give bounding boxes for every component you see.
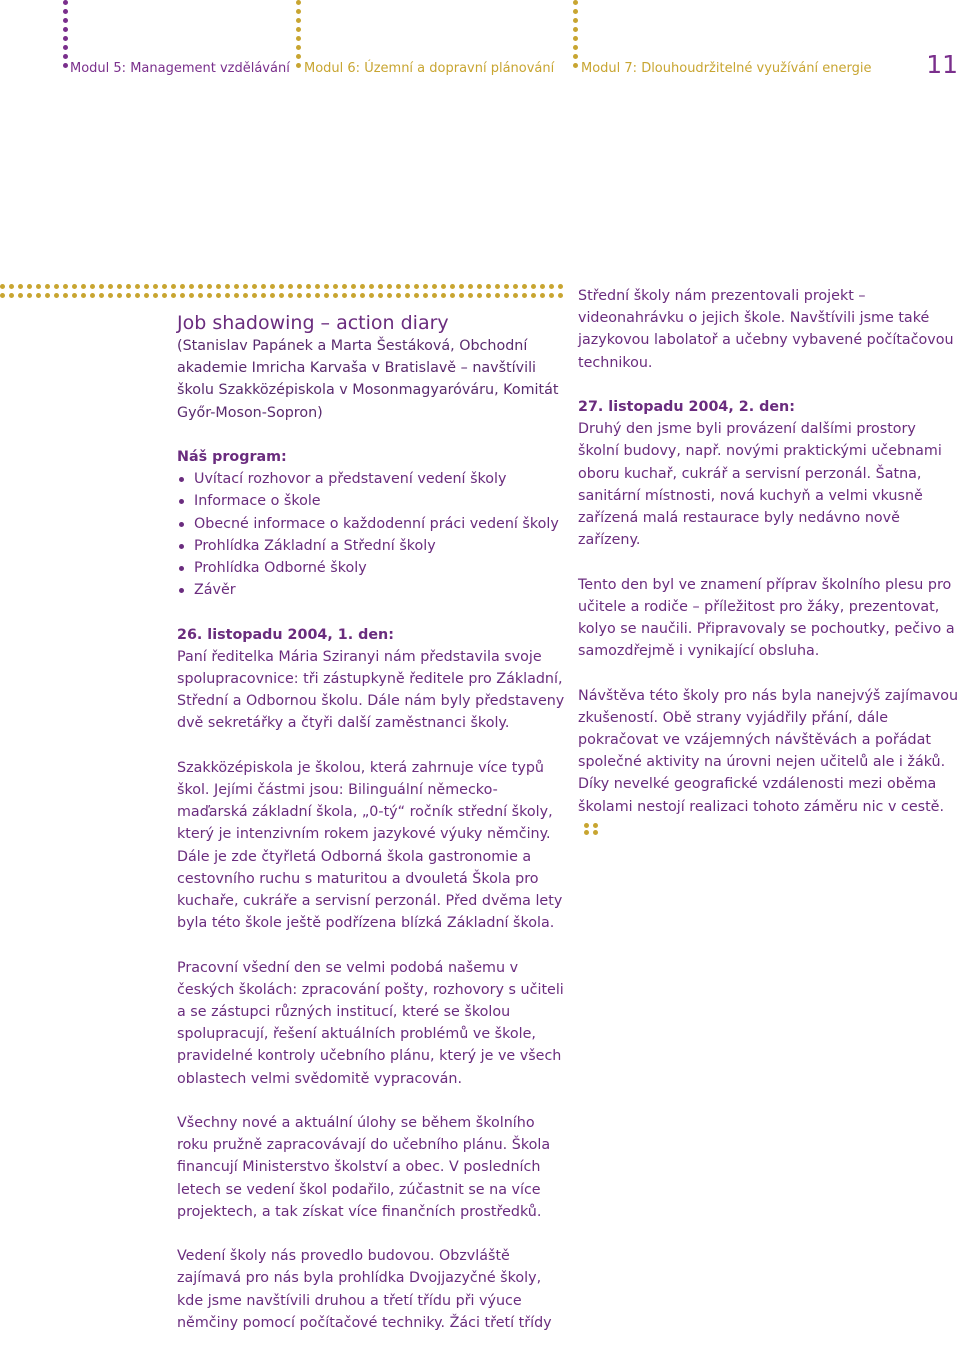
day1-text: Paní ředitelka Mária Sziranyi nám představila svoje spolupracovnice: tři zástupkyně ředitele pro Základní, Střední a Odbornou školu. Dále nám byly představeny dvě sekretářky a čtyři další zaměstnanci školy.: [177, 648, 565, 732]
workday-paragraph: Pracovní všední den se velmi podobá našemu v českých školách: zpracování pošty, rozhovory s učiteli a se zástupci různých institucí, které se školou spolupracují, řešení aktuálních problémů ve škole, pravidelné kontroly učebního plánu, který je ve všech oblastech velmi svědomitě vypracován.: [177, 959, 564, 1087]
header-module-5: Modul 5: Management vzdělávání: [70, 61, 290, 76]
program-item: Informace o škole: [177, 490, 567, 512]
video-paragraph: Střední školy nám prezentovali projekt – videonahrávku o jejich škole. Navštívili jsme také jazykovou labolatoř a učebny vybavené počítačovou technikou.: [578, 288, 954, 371]
school-paragraph: Szakközépiskola je školou, která zahrnuje více typů škol. Jejími částmi jsou: Bilinguální německo-maďarská základní škola, „0-tý“ ročník střední školy, který je intenzivním rokem jazykové výuky němčiny. Dále je zde čtyřletá Odborná škola gastronomie a cestovního ruchu s maturitou a dvouletá Škola pro kuchaře, cukráře a servisní perzonál. Před dvěma lety byla této škole ještě podřízena blízká Základní škola.: [177, 759, 563, 932]
header-dots-gold-2: [573, 0, 578, 68]
left-column: [177, 311, 567, 1356]
program-list: [177, 468, 567, 601]
header-dots-gold-1: [296, 0, 301, 68]
day2-text: Druhý den jsme byli provázení dalšími prostory školní budovy, např. novými praktickými učebnami oboru kuchař, cukrář a servisní perzonál. Šatna, sanitární místnosti, nová kuchyň a velmi vkusně zařízená malá restaurace byly nedávno nově zařízeny.: [578, 421, 942, 549]
page-number: 11: [926, 50, 958, 79]
program-item: Závěr: [177, 579, 567, 601]
tour-paragraph: Vedení školy nás provedlo budovou. Obzvláště zajímavá pro nás byla prohlídka Dvojjazyčné školy, kde jsme navštívili druhou a třetí třídu při výuce němčiny pomocí počítačové techniky. Žáci třetí třídy: [177, 1248, 552, 1331]
day1-heading: 26. listopadu 2004, 1. den:: [177, 626, 394, 643]
program-heading: Náš program:: [177, 449, 287, 465]
right-column: [578, 285, 960, 862]
article-title: Job shadowing – action diary: [177, 312, 449, 334]
header-dots-purple: [63, 0, 68, 68]
end-dots: [584, 821, 598, 837]
section-dots-band: [0, 284, 563, 298]
program-item: Prohlídka Základní a Střední školy: [177, 535, 567, 557]
header-module-7: Modul 7: Dlouhoudržitelné využívání energie: [581, 61, 872, 76]
ball-paragraph: Tento den byl ve znamení příprav školního plesu pro učitele a rodiče – příležitost pro žáky, prezentovat, kolyo se naučili. Připravovaly se pochoutky, pečivo a samozdřejmě i vynikající obsluha.: [578, 576, 955, 660]
header-module-6: Modul 6: Územní a dopravní plánování: [304, 61, 555, 76]
program-item: Prohlídka Odborné školy: [177, 557, 567, 579]
visit-text: Návštěva této školy pro nás byla nanejvýš zajímavou zkušeností. Obě strany vyjádřily přání, dále pokračovat ve vzájemných návštěvách a pořádat společné aktivity na úrovni nejen učitelů ale i žáků. Díky nevelké geografické vzdálenosti mezi oběma školami nestojí realizaci tohoto záměru nic v cestě.: [578, 687, 959, 815]
program-item: Uvítací rozhovor a představení vedení školy: [177, 468, 567, 490]
tasks-paragraph: Všechny nové a aktuální úlohy se během školního roku pružně zapracovávají do učebního plánu. Škola financují Ministerstvo školství a obec. V posledních letech se vedení škol podařilo, zúčastnit se na více projektech, a tak získat více finančních prostředků.: [177, 1115, 551, 1220]
visit-paragraph: [578, 685, 960, 840]
program-item: Obecné informace o každodenní práci vedení školy: [177, 513, 567, 535]
day2-heading: 27. listopadu 2004, 2. den:: [578, 399, 795, 415]
article-intro: (Stanislav Papánek a Marta Šestáková, Obchodní akademie Imricha Karvaša v Bratislavě – navštívili školu Szakközépiskola v Mosonmagyaróváru, Komitát Győr-Moson-Sopron): [177, 338, 559, 421]
